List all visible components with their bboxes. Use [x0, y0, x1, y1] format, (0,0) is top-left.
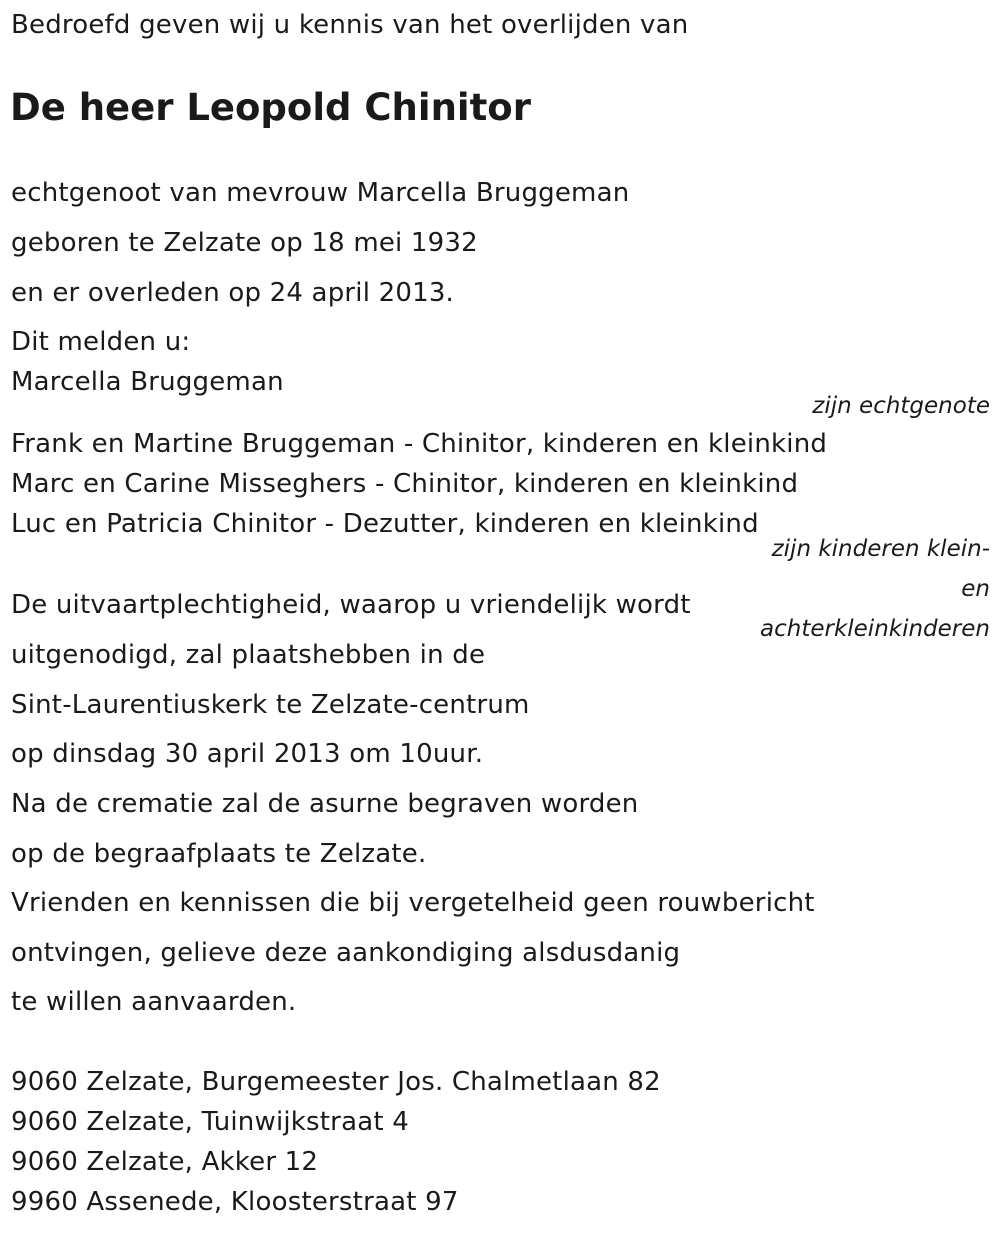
intro-text: Bedroefd geven wij u kennis van het overlijden van: [11, 10, 689, 40]
children-role-line-2: en: [961, 576, 990, 602]
children-role-line-1: zijn kinderen klein-: [771, 536, 990, 562]
ceremony-line-8: ontvingen, gelieve deze aankondiging alsdusdanig: [11, 938, 681, 968]
detail-spouse: echtgenoot van mevrouw Marcella Bruggeman: [11, 178, 630, 208]
notified-by-label: Dit melden u:: [11, 327, 191, 357]
address-1: 9060 Zelzate, Burgemeester Jos. Chalmetlaan 82: [11, 1067, 661, 1097]
spouse-role: zijn echtgenote: [812, 393, 990, 419]
ceremony-line-6: op de begraafplaats te Zelzate.: [11, 839, 427, 869]
ceremony-line-3: Sint-Laurentiuskerk te Zelzate-centrum: [11, 690, 530, 720]
detail-birth: geboren te Zelzate op 18 mei 1932: [11, 228, 478, 258]
detail-death: en er overleden op 24 april 2013.: [11, 278, 455, 308]
ceremony-line-4: op dinsdag 30 april 2013 om 10uur.: [11, 739, 484, 769]
address-4: 9960 Assenede, Kloosterstraat 97: [11, 1187, 459, 1217]
deceased-name-heading: De heer Leopold Chinitor: [10, 86, 531, 129]
spouse-name: Marcella Bruggeman: [11, 367, 284, 397]
address-2: 9060 Zelzate, Tuinwijkstraat 4: [11, 1107, 409, 1137]
ceremony-line-2: uitgenodigd, zal plaatshebben in de: [11, 640, 486, 670]
ceremony-line-9: te willen aanvaarden.: [11, 987, 297, 1017]
ceremony-line-7: Vrienden en kennissen die bij vergetelheid geen rouwbericht: [11, 888, 815, 918]
address-3: 9060 Zelzate, Akker 12: [11, 1147, 319, 1177]
child-family-3: Luc en Patricia Chinitor - Dezutter, kinderen en kleinkind: [11, 509, 759, 539]
ceremony-line-1: De uitvaartplechtigheid, waarop u vriendelijk wordt: [11, 590, 691, 620]
ceremony-line-5: Na de crematie zal de asurne begraven worden: [11, 789, 639, 819]
child-family-2: Marc en Carine Misseghers - Chinitor, kinderen en kleinkind: [11, 469, 799, 499]
child-family-1: Frank en Martine Bruggeman - Chinitor, kinderen en kleinkind: [11, 429, 828, 459]
children-role-line-3: achterkleinkinderen: [760, 616, 990, 642]
